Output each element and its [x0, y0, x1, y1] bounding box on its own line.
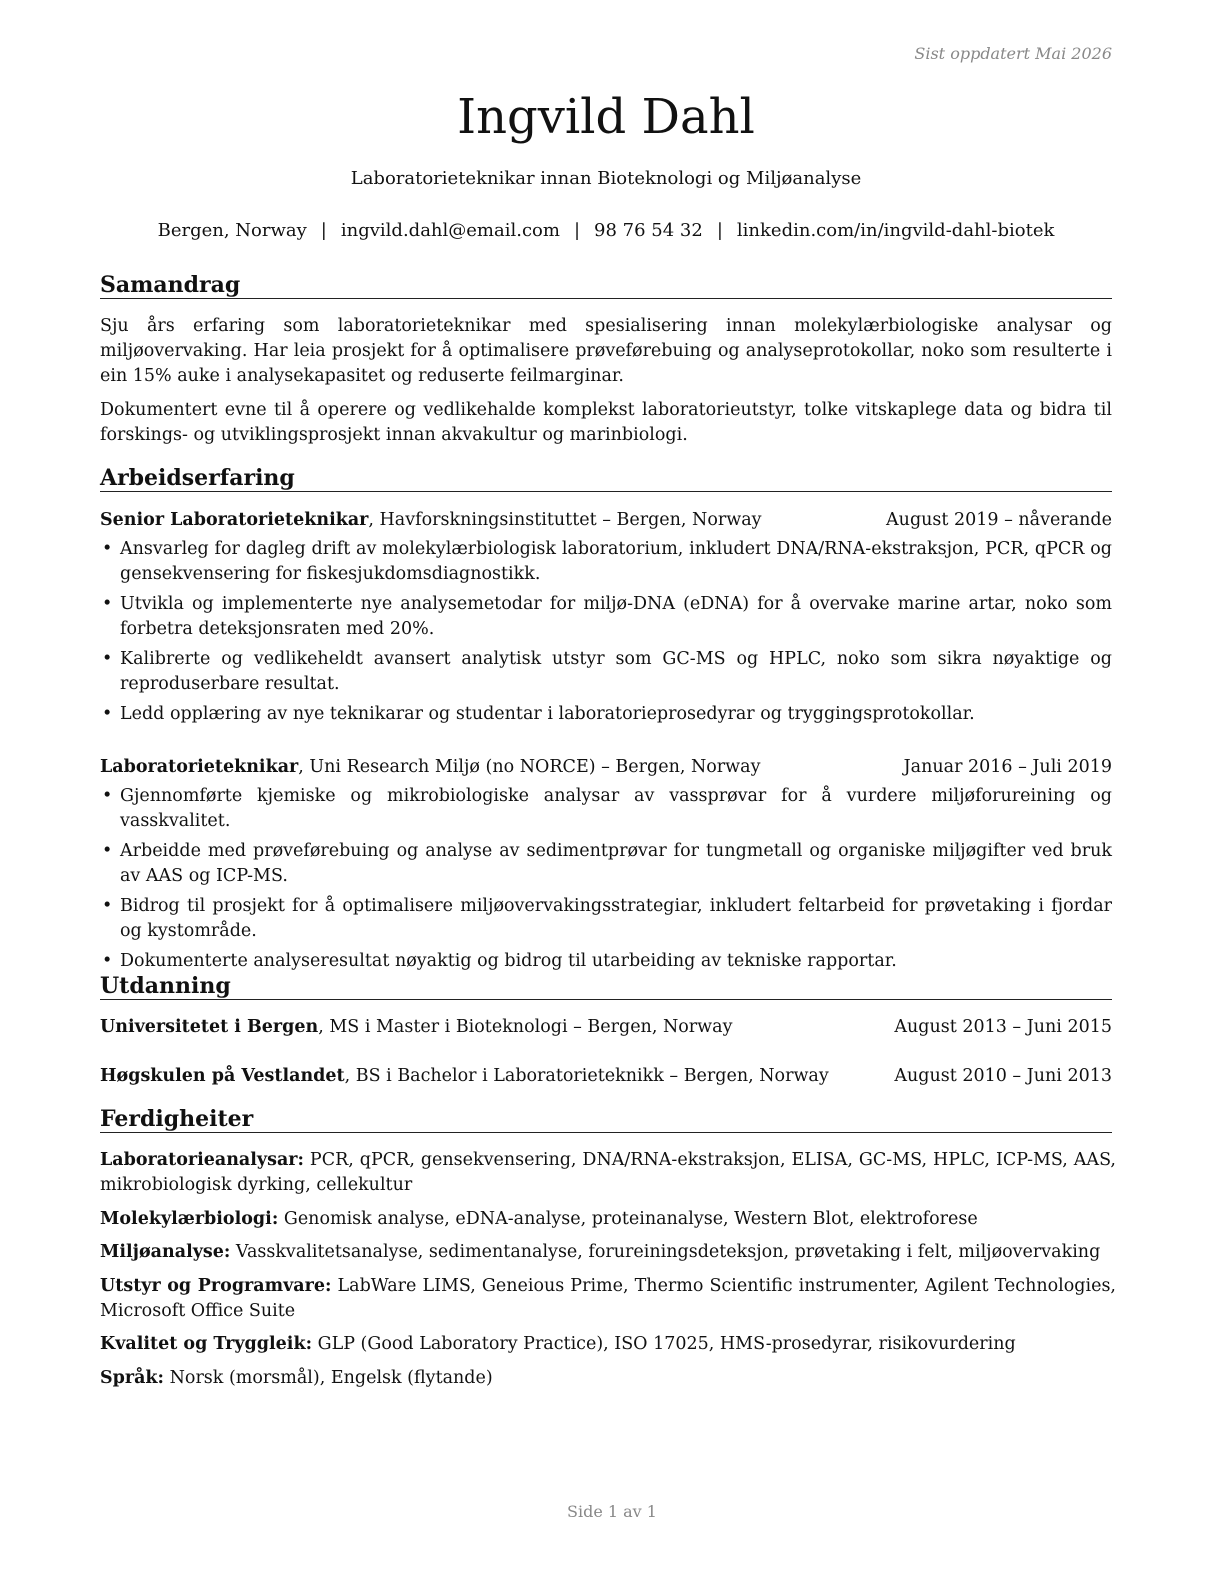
bullet-icon: •	[102, 539, 113, 559]
skill-text: GLP (Good Laboratory Practice), ISO 17025, HMS-prosedyrar, risikovurdering	[312, 1334, 1016, 1354]
candidate-name: Ingvild Dahl	[457, 89, 755, 145]
education-item	[100, 1015, 1112, 1039]
education-detail: , BS i Bachelor i Laboratorieteknikk – Bergen, Norway	[344, 1066, 829, 1086]
contact-linkedin[interactable]: linkedin.com/in/ingvild-dahl-biotek	[736, 220, 1055, 241]
education-detail: , MS i Master i Bioteknologi – Bergen, Norway	[318, 1017, 733, 1037]
skill-text: Genomisk analyse, eDNA-analyse, proteinanalyse, Western Blot, elektroforese	[278, 1209, 978, 1229]
contact-separator: |	[716, 220, 723, 241]
skill-text: PCR, qPCR, gensekvensering, DNA/RNA-ekstraksjon, ELISA, GC-MS, HPLC, ICP-MS, AAS, mikrobiologisk dyrking, cellekultur	[100, 1150, 1116, 1195]
job-date: Januar 2016 – Juli 2019	[903, 757, 1112, 777]
job-role: Senior Laboratorieteknikar	[100, 510, 369, 530]
skill-label: Kvalitet og Tryggleik:	[100, 1334, 313, 1354]
bullet-icon: •	[102, 786, 113, 806]
skill-label: Språk:	[100, 1368, 165, 1388]
skill-text: Vasskvalitetsanalyse, sedimentanalyse, forureiningsdeteksjon, prøvetaking i felt, miljøovervaking	[230, 1242, 1101, 1262]
job-header	[100, 755, 1112, 779]
skill-label: Miljøanalyse:	[100, 1242, 231, 1262]
contact-location: Bergen, Norway	[157, 220, 307, 241]
job-date: August 2019 – nåverande	[886, 510, 1112, 530]
skill-label: Molekylærbiologi:	[100, 1209, 279, 1229]
job-bullets	[100, 537, 1112, 732]
job-role: Laboratorieteknikar	[100, 757, 299, 777]
list-item: • Arbeidde med prøveførebuing og analyse av sedimentprøvar for tungmetall og organiske miljøgifter ved bruk av AAS og ICP-MS.	[102, 841, 1112, 886]
list-item: • Ledd opplæring av nye teknikarar og studentar i laboratorieprosedyrar og tryggingsprotokollar.	[100, 702, 1112, 727]
education-date: August 2010 – Juni 2013	[894, 1066, 1112, 1086]
education-date: August 2013 – Juni 2015	[894, 1017, 1112, 1037]
contact-separator: |	[320, 220, 327, 241]
skill-text: LabWare LIMS, Geneious Prime, Thermo Scientific instrumenter, Agilent Technologies, Microsoft Office Suite	[100, 1276, 1116, 1321]
bullet-icon: •	[102, 704, 113, 724]
last-updated: Sist oppdatert Mai 2026	[914, 44, 1112, 63]
skill-text: Norsk (morsmål), Engelsk (flytande)	[164, 1368, 493, 1388]
skill-label: Utstyr og Programvare:	[100, 1276, 332, 1296]
list-item: • Dokumenterte analyseresultat nøyaktig og bidrog til utarbeiding av tekniske rapportar.	[100, 949, 1112, 974]
section-title-summary: Samandrag	[100, 272, 1112, 299]
contact-separator: |	[573, 220, 581, 241]
section-title-experience: Arbeidserfaring	[100, 465, 1112, 492]
summary-paragraph: Sju års erfaring som laboratorieteknikar med spesialisering innan molekylærbiologiske analysar og miljøovervaking. Har leia prosjekt for å optimalisere prøveførebuing og analyseprotokollar, noko som resulterte i ein 15% auke i analysekapasitet og reduserte feilmarginar.	[100, 316, 1112, 386]
bullet-icon: •	[102, 896, 113, 916]
bullet-icon: •	[102, 649, 113, 669]
list-item: • Bidrog til prosjekt for å optimalisere miljøovervakingsstrategiar, inkludert feltarbeid for prøvetaking i fjordar og kystområde.	[102, 896, 1112, 941]
bullet-icon: •	[102, 594, 113, 614]
list-item: • Kalibrerte og vedlikeheldt avansert analytisk utstyr som GC-MS og HPLC, noko som sikra nøyaktige og reproduserbare resultat.	[102, 649, 1112, 694]
job-employer: , Uni Research Miljø (no NORCE) – Bergen, Norway	[298, 757, 761, 777]
skill-line	[100, 1332, 1116, 1357]
job-header	[100, 508, 1112, 532]
skill-label: Laboratorieanalysar:	[100, 1150, 304, 1170]
education-item	[100, 1064, 1112, 1088]
candidate-title: Laboratorieteknikar innan Bioteknologi og Miljøanalyse	[350, 168, 862, 189]
skill-line	[100, 1366, 1116, 1391]
contact-email[interactable]: ingvild.dahl@email.com	[340, 220, 560, 241]
skill-line	[100, 1207, 1116, 1232]
list-item: • Utvikla og implementerte nye analysemetodar for miljø-DNA (eDNA) for å overvake marine artar, noko som forbetra deteksjonsraten med 20%.	[102, 594, 1112, 639]
job-employer: , Havforskningsinstituttet – Bergen, Norway	[368, 510, 762, 530]
job-bullets	[100, 784, 1112, 979]
skill-line	[100, 1148, 1116, 1198]
section-title-education: Utdanning	[100, 973, 1112, 1000]
summary-paragraph: Dokumentert evne til å operere og vedlikehalde komplekst laboratorieutstyr, tolke vitskaplege data og bidra til forskings- og utviklingsprosjekt innan akvakultur og marinbiologi.	[100, 400, 1112, 445]
education-school: Høgskulen på Vestlandet	[100, 1066, 345, 1086]
bullet-icon: •	[102, 951, 113, 971]
list-item: • Ansvarleg for dagleg drift av molekylærbiologisk laboratorium, inkludert DNA/RNA-ekstraksjon, PCR, qPCR og gensekvensering for fiskesjukdomsdiagnostikk.	[102, 539, 1112, 584]
bullet-icon: •	[102, 841, 113, 861]
contact-line	[100, 220, 1112, 242]
skill-line	[100, 1274, 1116, 1324]
resume-page	[100, 0, 1116, 1584]
list-item: • Gjennomførte kjemiske og mikrobiologiske analysar av vassprøvar for å vurdere miljøforureining og vasskvalitet.	[102, 786, 1112, 831]
education-school: Universitetet i Bergen	[100, 1017, 319, 1037]
contact-phone: 98 76 54 32	[594, 220, 703, 241]
skill-line	[100, 1240, 1116, 1265]
section-title-skills: Ferdigheiter	[100, 1106, 1112, 1133]
page-number: Side 1 av 1	[567, 1502, 657, 1521]
